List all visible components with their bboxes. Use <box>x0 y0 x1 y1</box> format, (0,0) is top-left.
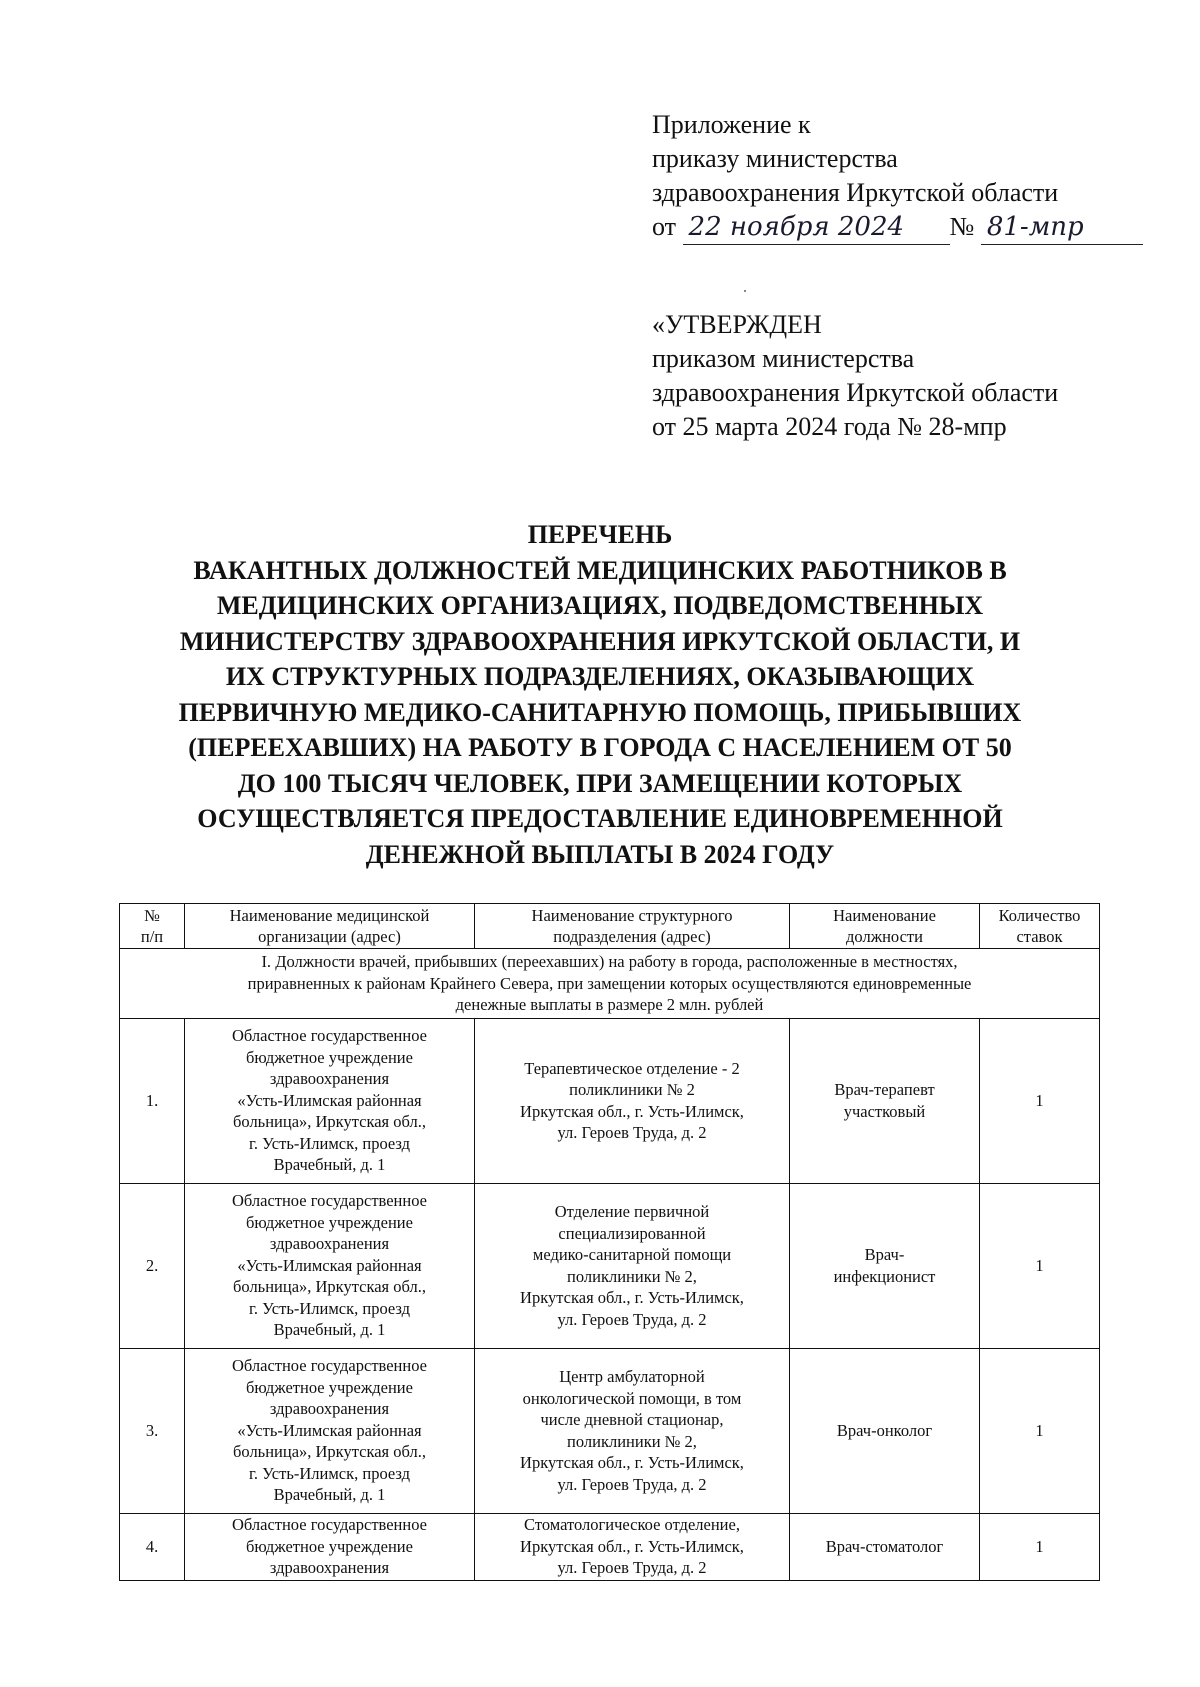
header-position: Наименование должности <box>790 904 980 949</box>
appendix-date-line <box>652 210 1143 245</box>
header-number: № п/п <box>120 904 185 949</box>
row-organization: Областное государственное бюджетное учреждение здравоохранения <box>185 1513 475 1580</box>
row-position: Врач-стоматолог <box>790 1513 980 1580</box>
title-line: ВАКАНТНЫХ ДОЛЖНОСТЕЙ МЕДИЦИНСКИХ РАБОТНИКОВ В <box>193 555 1007 585</box>
title-line: ОСУЩЕСТВЛЯЕТСЯ ПРЕДОСТАВЛЕНИЕ ЕДИНОВРЕМЕННОЙ <box>197 804 1003 833</box>
approval-line: приказом министерства <box>652 344 915 373</box>
row-organization: Областное государственное бюджетное учреждение здравоохранения «Усть-Илимская районная больница», Иркутская обл., г. Усть-Илимск, проезд Врачебный, д. 1 <box>185 1183 475 1348</box>
table-row <box>120 1183 1100 1348</box>
number-label: № <box>949 212 975 241</box>
row-number: 1. <box>120 1018 185 1183</box>
table-header-row <box>120 904 1100 949</box>
section-text: Должности врачей, прибывших (переехавших) на работу в города, расположенные в местностях, приравненных к районам Крайнего Севера, при замещении которых осуществляются единовременные денежные выплаты в размере 2 млн. рублей <box>247 952 972 1014</box>
table-row <box>120 1348 1100 1513</box>
row-subdivision: Терапевтическое отделение - 2 поликлиники № 2 Иркутская обл., г. Усть-Илимск, ул. Героев Труда, д. 2 <box>475 1018 790 1183</box>
row-number: 4. <box>120 1513 185 1580</box>
handwritten-date: 22 ноября 2024 <box>683 210 950 245</box>
appendix-line: здравоохранения Иркутской области <box>652 178 1059 207</box>
approval-line: от 25 марта 2024 года № 28-мпр <box>652 412 1007 441</box>
header-rates: Количество ставок <box>980 904 1100 949</box>
vacancies-table <box>119 903 1100 1581</box>
section-number: I. <box>261 952 272 971</box>
row-position: Врач-онколог <box>790 1348 980 1513</box>
table-row <box>120 1018 1100 1183</box>
approval-line: «УТВЕРЖДЕН <box>652 310 822 339</box>
row-subdivision: Центр амбулаторной онкологической помощи, в том числе дневной стационар, поликлиники № 2, Иркутская обл., г. Усть-Илимск, ул. Героев Труда, д. 2 <box>475 1348 790 1513</box>
title-line: (ПЕРЕЕХАВШИХ) НА РАБОТУ В ГОРОДА С НАСЕЛЕНИЕМ ОТ 50 <box>188 733 1012 762</box>
title-line: ПЕРВИЧНУЮ МЕДИКО-САНИТАРНУЮ ПОМОЩЬ, ПРИБЫВШИХ <box>178 697 1022 727</box>
row-number: 2. <box>120 1183 185 1348</box>
table-row <box>120 1513 1100 1580</box>
section-cell <box>120 949 1100 1019</box>
approval-stamp-text <box>652 308 1058 444</box>
title-line: МИНИСТЕРСТВУ ЗДРАВООХРАНЕНИЯ ИРКУТСКОЙ ОБЛАСТИ, И <box>179 626 1021 656</box>
section-row <box>120 949 1100 1019</box>
row-number: 3. <box>120 1348 185 1513</box>
appendix-line: приказу министерства <box>652 144 898 173</box>
title-line: ДО 100 ТЫСЯЧ ЧЕЛОВЕК, ПРИ ЗАМЕЩЕНИИ КОТОРЫХ <box>237 768 963 798</box>
appendix-header <box>652 108 1143 245</box>
row-position: Врач- инфекционист <box>790 1183 980 1348</box>
row-subdivision: Отделение первичной специализированной медико-санитарной помощи поликлиники № 2, Иркутская обл., г. Усть-Илимск, ул. Героев Труда, д. 2 <box>475 1183 790 1348</box>
title-line: МЕДИЦИНСКИХ ОРГАНИЗАЦИЯХ, ПОДВЕДОМСТВЕННЫХ <box>216 591 984 620</box>
row-organization: Областное государственное бюджетное учреждение здравоохранения «Усть-Илимская районная больница», Иркутская обл., г. Усть-Илимск, проезд Врачебный, д. 1 <box>185 1018 475 1183</box>
row-rates: 1 <box>980 1513 1100 1580</box>
title-line: ПЕРЕЧЕНЬ <box>527 520 673 549</box>
document-title <box>120 517 1080 872</box>
title-line: ИХ СТРУКТУРНЫХ ПОДРАЗДЕЛЕНИЯХ, ОКАЗЫВАЮЩИХ <box>225 662 975 691</box>
row-position: Врач-терапевт участковый <box>790 1018 980 1183</box>
title-line: ДЕНЕЖНОЙ ВЫПЛАТЫ В 2024 ГОДУ <box>365 839 835 869</box>
header-subdivision: Наименование структурного подразделения (адрес) <box>475 904 790 949</box>
appendix-line: Приложение к <box>652 110 811 139</box>
row-subdivision: Стоматологическое отделение, Иркутская обл., г. Усть-Илимск, ул. Героев Труда, д. 2 <box>475 1513 790 1580</box>
handwritten-number: 81-мпр <box>981 210 1143 245</box>
row-organization: Областное государственное бюджетное учреждение здравоохранения «Усть-Илимская районная больница», Иркутская обл., г. Усть-Илимск, проезд Врачебный, д. 1 <box>185 1348 475 1513</box>
from-label: от <box>652 212 677 241</box>
approval-line: здравоохранения Иркутской области <box>652 378 1059 407</box>
row-rates: 1 <box>980 1348 1100 1513</box>
header-organization: Наименование медицинской организации (адрес) <box>185 904 475 949</box>
row-rates: 1 <box>980 1183 1100 1348</box>
row-rates: 1 <box>980 1018 1100 1183</box>
scan-dot <box>744 290 746 292</box>
